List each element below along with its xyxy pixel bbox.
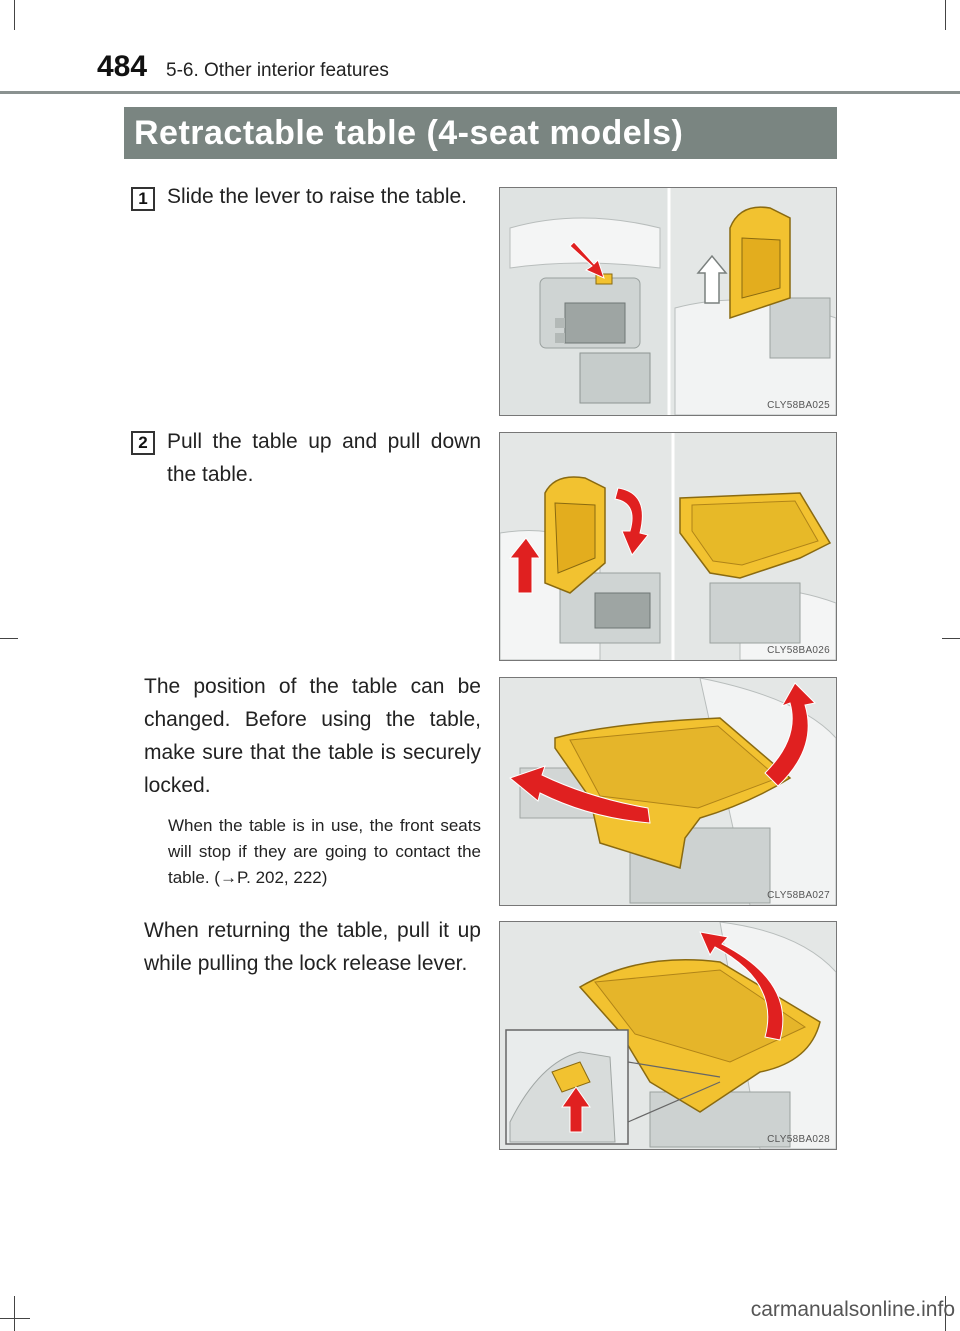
step-1-text: Slide the lever to raise the table.: [167, 185, 468, 208]
crop-mark: [0, 1318, 30, 1319]
figure-3: [499, 677, 837, 906]
crop-mark: [942, 638, 960, 639]
page-number: 484: [97, 50, 148, 83]
figure-4: [499, 921, 837, 1150]
section-title: 5-6. Other interior features: [166, 60, 389, 81]
step-2-badge: 2: [131, 431, 155, 455]
step-2-text: Pull the table up and pull down the table.: [167, 430, 481, 486]
header-rule: [0, 91, 960, 94]
figure-1-code: CLY58BA025: [767, 400, 830, 411]
crop-mark: [0, 638, 18, 639]
crop-mark: [14, 1296, 15, 1331]
figure-1: [499, 187, 837, 416]
figure-2-code: CLY58BA026: [767, 645, 830, 656]
figure-4-code: CLY58BA028: [767, 1134, 830, 1145]
crop-mark: [14, 0, 15, 30]
position-note: The position of the table can be changed. Before using the table, make sure that the table is securely locked.: [144, 675, 481, 797]
figure-2: [499, 432, 837, 661]
step-1-badge: 1: [131, 187, 155, 211]
watermark: carmanualsonline.info: [750, 1298, 955, 1321]
figure-3-code: CLY58BA027: [767, 890, 830, 901]
returning-note: When returning the table, pull it up while pulling the lock release lever.: [144, 919, 481, 975]
page-title: Retractable table (4-seat models): [124, 107, 837, 159]
front-seats-note: When the table is in use, the front seats will stop if they are going to contact the table. (→P. 202, 222): [168, 816, 481, 887]
crop-mark: [945, 0, 946, 30]
